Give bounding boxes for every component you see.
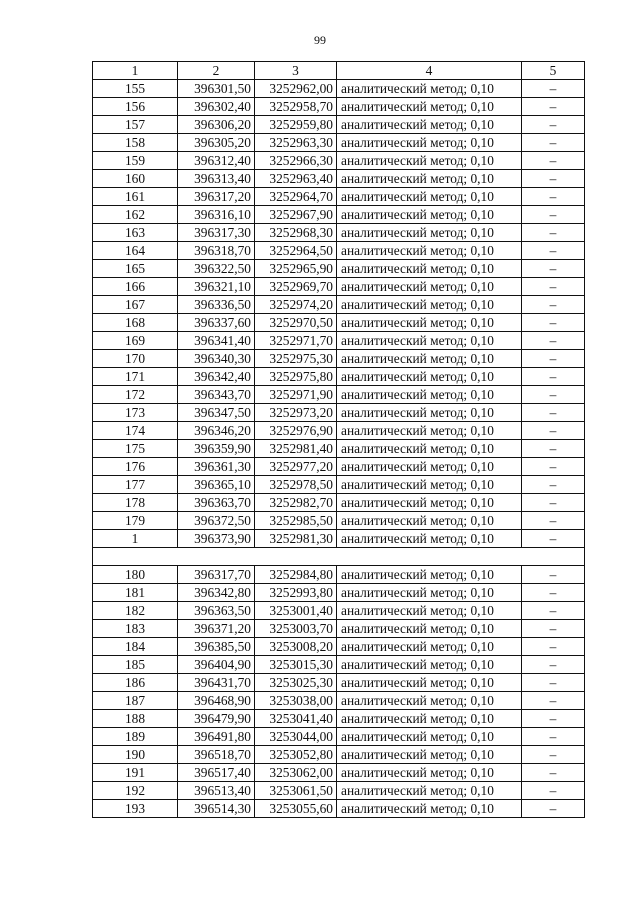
method-accuracy-cell: аналитический метод; 0,10 xyxy=(337,386,522,404)
method-accuracy-cell: аналитический метод; 0,10 xyxy=(337,152,522,170)
note-cell: – xyxy=(522,80,585,98)
note-cell: – xyxy=(522,530,585,548)
y-coordinate-cell: 3252965,90 xyxy=(255,260,337,278)
x-coordinate-cell: 396336,50 xyxy=(178,296,255,314)
note-cell: – xyxy=(522,674,585,692)
table-row xyxy=(93,116,585,134)
method-accuracy-cell: аналитический метод; 0,10 xyxy=(337,422,522,440)
point-number-cell: 158 xyxy=(93,134,178,152)
x-coordinate-cell: 396317,70 xyxy=(178,566,255,584)
table-row xyxy=(93,674,585,692)
note-cell: – xyxy=(522,422,585,440)
table-row xyxy=(93,134,585,152)
note-cell: – xyxy=(522,800,585,818)
y-coordinate-cell: 3252978,50 xyxy=(255,476,337,494)
table-row xyxy=(93,98,585,116)
table-row xyxy=(93,692,585,710)
table-row xyxy=(93,530,585,548)
point-number-cell: 185 xyxy=(93,656,178,674)
note-cell: – xyxy=(522,746,585,764)
method-accuracy-cell: аналитический метод; 0,10 xyxy=(337,530,522,548)
x-coordinate-cell: 396404,90 xyxy=(178,656,255,674)
point-number-cell: 184 xyxy=(93,638,178,656)
x-coordinate-cell: 396343,70 xyxy=(178,386,255,404)
method-accuracy-cell: аналитический метод; 0,10 xyxy=(337,692,522,710)
table-row xyxy=(93,584,585,602)
y-coordinate-cell: 3252962,00 xyxy=(255,80,337,98)
note-cell: – xyxy=(522,170,585,188)
table-row xyxy=(93,152,585,170)
table-row xyxy=(93,422,585,440)
method-accuracy-cell: аналитический метод; 0,10 xyxy=(337,512,522,530)
point-number-cell: 157 xyxy=(93,116,178,134)
x-coordinate-cell: 396518,70 xyxy=(178,746,255,764)
method-accuracy-cell: аналитический метод; 0,10 xyxy=(337,242,522,260)
table-row xyxy=(93,332,585,350)
point-number-cell: 187 xyxy=(93,692,178,710)
method-accuracy-cell: аналитический метод; 0,10 xyxy=(337,638,522,656)
point-number-cell: 165 xyxy=(93,260,178,278)
note-cell: – xyxy=(522,638,585,656)
point-number-cell: 186 xyxy=(93,674,178,692)
method-accuracy-cell: аналитический метод; 0,10 xyxy=(337,404,522,422)
table-row xyxy=(93,782,585,800)
table-row xyxy=(93,476,585,494)
note-cell: – xyxy=(522,728,585,746)
y-coordinate-cell: 3252993,80 xyxy=(255,584,337,602)
coordinates-table xyxy=(92,61,585,818)
point-number-cell: 167 xyxy=(93,296,178,314)
x-coordinate-cell: 396517,40 xyxy=(178,764,255,782)
point-number-cell: 175 xyxy=(93,440,178,458)
table-header-row xyxy=(93,62,585,80)
note-cell: – xyxy=(522,656,585,674)
table-row xyxy=(93,242,585,260)
note-cell: – xyxy=(522,764,585,782)
point-number-cell: 170 xyxy=(93,350,178,368)
note-cell: – xyxy=(522,602,585,620)
note-cell: – xyxy=(522,134,585,152)
point-number-cell: 178 xyxy=(93,494,178,512)
point-number-cell: 161 xyxy=(93,188,178,206)
x-coordinate-cell: 396491,80 xyxy=(178,728,255,746)
point-number-cell: 179 xyxy=(93,512,178,530)
y-coordinate-cell: 3253055,60 xyxy=(255,800,337,818)
y-coordinate-cell: 3253041,40 xyxy=(255,710,337,728)
point-number-cell: 171 xyxy=(93,368,178,386)
x-coordinate-cell: 396372,50 xyxy=(178,512,255,530)
table-row xyxy=(93,296,585,314)
note-cell: – xyxy=(522,314,585,332)
method-accuracy-cell: аналитический метод; 0,10 xyxy=(337,440,522,458)
table-row xyxy=(93,224,585,242)
x-coordinate-cell: 396312,40 xyxy=(178,152,255,170)
note-cell: – xyxy=(522,260,585,278)
method-accuracy-cell: аналитический метод; 0,10 xyxy=(337,80,522,98)
table-row xyxy=(93,800,585,818)
note-cell: – xyxy=(522,692,585,710)
point-number-cell: 162 xyxy=(93,206,178,224)
point-number-cell: 188 xyxy=(93,710,178,728)
y-coordinate-cell: 3253008,20 xyxy=(255,638,337,656)
point-number-cell: 169 xyxy=(93,332,178,350)
point-number-cell: 1 xyxy=(93,530,178,548)
point-number-cell: 173 xyxy=(93,404,178,422)
table-row xyxy=(93,512,585,530)
note-cell: – xyxy=(522,296,585,314)
y-coordinate-cell: 3253001,40 xyxy=(255,602,337,620)
table-row xyxy=(93,728,585,746)
x-coordinate-cell: 396479,90 xyxy=(178,710,255,728)
header-cell-3: 3 xyxy=(255,62,337,80)
table-row xyxy=(93,350,585,368)
table-row xyxy=(93,314,585,332)
y-coordinate-cell: 3252985,50 xyxy=(255,512,337,530)
point-number-cell: 164 xyxy=(93,242,178,260)
table-row xyxy=(93,764,585,782)
point-number-cell: 166 xyxy=(93,278,178,296)
x-coordinate-cell: 396341,40 xyxy=(178,332,255,350)
table-row xyxy=(93,494,585,512)
x-coordinate-cell: 396385,50 xyxy=(178,638,255,656)
method-accuracy-cell: аналитический метод; 0,10 xyxy=(337,332,522,350)
note-cell: – xyxy=(522,206,585,224)
point-number-cell: 190 xyxy=(93,746,178,764)
note-cell: – xyxy=(522,332,585,350)
note-cell: – xyxy=(522,152,585,170)
y-coordinate-cell: 3252974,20 xyxy=(255,296,337,314)
note-cell: – xyxy=(522,584,585,602)
table-row xyxy=(93,278,585,296)
x-coordinate-cell: 396514,30 xyxy=(178,800,255,818)
y-coordinate-cell: 3253044,00 xyxy=(255,728,337,746)
table-row xyxy=(93,620,585,638)
page-number: 99 xyxy=(314,33,326,47)
table-row xyxy=(93,188,585,206)
point-number-cell: 177 xyxy=(93,476,178,494)
x-coordinate-cell: 396306,20 xyxy=(178,116,255,134)
point-number-cell: 193 xyxy=(93,800,178,818)
x-coordinate-cell: 396316,10 xyxy=(178,206,255,224)
method-accuracy-cell: аналитический метод; 0,10 xyxy=(337,206,522,224)
header-cell-4: 4 xyxy=(337,62,522,80)
y-coordinate-cell: 3252968,30 xyxy=(255,224,337,242)
note-cell: – xyxy=(522,350,585,368)
method-accuracy-cell: аналитический метод; 0,10 xyxy=(337,782,522,800)
note-cell: – xyxy=(522,494,585,512)
method-accuracy-cell: аналитический метод; 0,10 xyxy=(337,800,522,818)
x-coordinate-cell: 396318,70 xyxy=(178,242,255,260)
table-row xyxy=(93,368,585,386)
point-number-cell: 183 xyxy=(93,620,178,638)
point-number-cell: 160 xyxy=(93,170,178,188)
table-row xyxy=(93,746,585,764)
y-coordinate-cell: 3252967,90 xyxy=(255,206,337,224)
note-cell: – xyxy=(522,710,585,728)
note-cell: – xyxy=(522,116,585,134)
x-coordinate-cell: 396346,20 xyxy=(178,422,255,440)
x-coordinate-cell: 396301,50 xyxy=(178,80,255,98)
point-number-cell: 180 xyxy=(93,566,178,584)
table-row xyxy=(93,458,585,476)
x-coordinate-cell: 396337,60 xyxy=(178,314,255,332)
y-coordinate-cell: 3252971,90 xyxy=(255,386,337,404)
method-accuracy-cell: аналитический метод; 0,10 xyxy=(337,350,522,368)
method-accuracy-cell: аналитический метод; 0,10 xyxy=(337,476,522,494)
point-number-cell: 189 xyxy=(93,728,178,746)
note-cell: – xyxy=(522,224,585,242)
header-cell-2: 2 xyxy=(178,62,255,80)
method-accuracy-cell: аналитический метод; 0,10 xyxy=(337,566,522,584)
method-accuracy-cell: аналитический метод; 0,10 xyxy=(337,116,522,134)
method-accuracy-cell: аналитический метод; 0,10 xyxy=(337,188,522,206)
method-accuracy-cell: аналитический метод; 0,10 xyxy=(337,764,522,782)
coordinates-table-body xyxy=(93,62,585,818)
method-accuracy-cell: аналитический метод; 0,10 xyxy=(337,746,522,764)
x-coordinate-cell: 396431,70 xyxy=(178,674,255,692)
x-coordinate-cell: 396468,90 xyxy=(178,692,255,710)
x-coordinate-cell: 396359,90 xyxy=(178,440,255,458)
x-coordinate-cell: 396317,20 xyxy=(178,188,255,206)
y-coordinate-cell: 3252984,80 xyxy=(255,566,337,584)
point-number-cell: 176 xyxy=(93,458,178,476)
method-accuracy-cell: аналитический метод; 0,10 xyxy=(337,584,522,602)
y-coordinate-cell: 3252981,40 xyxy=(255,440,337,458)
x-coordinate-cell: 396373,90 xyxy=(178,530,255,548)
note-cell: – xyxy=(522,188,585,206)
y-coordinate-cell: 3253015,30 xyxy=(255,656,337,674)
method-accuracy-cell: аналитический метод; 0,10 xyxy=(337,224,522,242)
y-coordinate-cell: 3253052,80 xyxy=(255,746,337,764)
x-coordinate-cell: 396302,40 xyxy=(178,98,255,116)
method-accuracy-cell: аналитический метод; 0,10 xyxy=(337,602,522,620)
point-number-cell: 182 xyxy=(93,602,178,620)
y-coordinate-cell: 3253038,00 xyxy=(255,692,337,710)
y-coordinate-cell: 3252975,30 xyxy=(255,350,337,368)
x-coordinate-cell: 396340,30 xyxy=(178,350,255,368)
y-coordinate-cell: 3252982,70 xyxy=(255,494,337,512)
x-coordinate-cell: 396513,40 xyxy=(178,782,255,800)
y-coordinate-cell: 3252964,70 xyxy=(255,188,337,206)
header-cell-1: 1 xyxy=(93,62,178,80)
note-cell: – xyxy=(522,404,585,422)
method-accuracy-cell: аналитический метод; 0,10 xyxy=(337,296,522,314)
y-coordinate-cell: 3252977,20 xyxy=(255,458,337,476)
table-row xyxy=(93,386,585,404)
x-coordinate-cell: 396342,40 xyxy=(178,368,255,386)
y-coordinate-cell: 3252973,20 xyxy=(255,404,337,422)
y-coordinate-cell: 3252970,50 xyxy=(255,314,337,332)
note-cell: – xyxy=(522,386,585,404)
note-cell: – xyxy=(522,242,585,260)
table-row xyxy=(93,566,585,584)
point-number-cell: 163 xyxy=(93,224,178,242)
method-accuracy-cell: аналитический метод; 0,10 xyxy=(337,278,522,296)
table-row xyxy=(93,710,585,728)
point-number-cell: 172 xyxy=(93,386,178,404)
y-coordinate-cell: 3253062,00 xyxy=(255,764,337,782)
method-accuracy-cell: аналитический метод; 0,10 xyxy=(337,728,522,746)
point-number-cell: 159 xyxy=(93,152,178,170)
x-coordinate-cell: 396317,30 xyxy=(178,224,255,242)
method-accuracy-cell: аналитический метод; 0,10 xyxy=(337,620,522,638)
y-coordinate-cell: 3252966,30 xyxy=(255,152,337,170)
point-number-cell: 181 xyxy=(93,584,178,602)
y-coordinate-cell: 3252958,70 xyxy=(255,98,337,116)
table-row xyxy=(93,404,585,422)
method-accuracy-cell: аналитический метод; 0,10 xyxy=(337,494,522,512)
method-accuracy-cell: аналитический метод; 0,10 xyxy=(337,170,522,188)
x-coordinate-cell: 396322,50 xyxy=(178,260,255,278)
y-coordinate-cell: 3253061,50 xyxy=(255,782,337,800)
x-coordinate-cell: 396305,20 xyxy=(178,134,255,152)
note-cell: – xyxy=(522,278,585,296)
group-separator-cell xyxy=(93,548,585,566)
table-row xyxy=(93,80,585,98)
note-cell: – xyxy=(522,440,585,458)
table-row xyxy=(93,206,585,224)
table-row xyxy=(93,440,585,458)
y-coordinate-cell: 3252959,80 xyxy=(255,116,337,134)
y-coordinate-cell: 3253025,30 xyxy=(255,674,337,692)
x-coordinate-cell: 396371,20 xyxy=(178,620,255,638)
note-cell: – xyxy=(522,782,585,800)
header-cell-5: 5 xyxy=(522,62,585,80)
y-coordinate-cell: 3252964,50 xyxy=(255,242,337,260)
point-number-cell: 156 xyxy=(93,98,178,116)
note-cell: – xyxy=(522,620,585,638)
note-cell: – xyxy=(522,458,585,476)
method-accuracy-cell: аналитический метод; 0,10 xyxy=(337,710,522,728)
table-row xyxy=(93,656,585,674)
method-accuracy-cell: аналитический метод; 0,10 xyxy=(337,674,522,692)
y-coordinate-cell: 3252963,40 xyxy=(255,170,337,188)
y-coordinate-cell: 3252981,30 xyxy=(255,530,337,548)
y-coordinate-cell: 3252969,70 xyxy=(255,278,337,296)
note-cell: – xyxy=(522,566,585,584)
y-coordinate-cell: 3252971,70 xyxy=(255,332,337,350)
method-accuracy-cell: аналитический метод; 0,10 xyxy=(337,314,522,332)
x-coordinate-cell: 396365,10 xyxy=(178,476,255,494)
table-row xyxy=(93,638,585,656)
x-coordinate-cell: 396363,70 xyxy=(178,494,255,512)
x-coordinate-cell: 396342,80 xyxy=(178,584,255,602)
method-accuracy-cell: аналитический метод; 0,10 xyxy=(337,260,522,278)
method-accuracy-cell: аналитический метод; 0,10 xyxy=(337,98,522,116)
point-number-cell: 192 xyxy=(93,782,178,800)
note-cell: – xyxy=(522,368,585,386)
method-accuracy-cell: аналитический метод; 0,10 xyxy=(337,458,522,476)
method-accuracy-cell: аналитический метод; 0,10 xyxy=(337,656,522,674)
y-coordinate-cell: 3252975,80 xyxy=(255,368,337,386)
y-coordinate-cell: 3253003,70 xyxy=(255,620,337,638)
table-row xyxy=(93,170,585,188)
note-cell: – xyxy=(522,476,585,494)
method-accuracy-cell: аналитический метод; 0,10 xyxy=(337,134,522,152)
y-coordinate-cell: 3252976,90 xyxy=(255,422,337,440)
point-number-cell: 191 xyxy=(93,764,178,782)
table-row xyxy=(93,260,585,278)
x-coordinate-cell: 396361,30 xyxy=(178,458,255,476)
x-coordinate-cell: 396313,40 xyxy=(178,170,255,188)
x-coordinate-cell: 396363,50 xyxy=(178,602,255,620)
y-coordinate-cell: 3252963,30 xyxy=(255,134,337,152)
table-row xyxy=(93,602,585,620)
point-number-cell: 168 xyxy=(93,314,178,332)
point-number-cell: 155 xyxy=(93,80,178,98)
x-coordinate-cell: 396347,50 xyxy=(178,404,255,422)
note-cell: – xyxy=(522,98,585,116)
group-separator-row xyxy=(93,548,585,566)
method-accuracy-cell: аналитический метод; 0,10 xyxy=(337,368,522,386)
point-number-cell: 174 xyxy=(93,422,178,440)
x-coordinate-cell: 396321,10 xyxy=(178,278,255,296)
note-cell: – xyxy=(522,512,585,530)
